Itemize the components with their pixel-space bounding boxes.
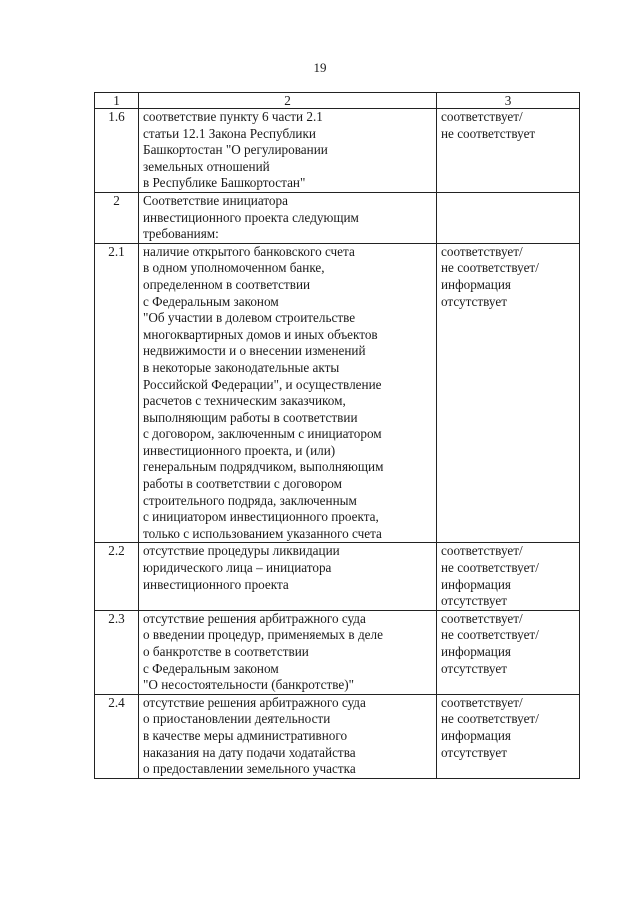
table-body <box>95 109 580 779</box>
description-line: многоквартирных домов и иных объектов <box>143 326 378 342</box>
requirement-description <box>139 109 437 193</box>
compliance-status <box>437 243 580 543</box>
status-line: информация <box>441 727 511 743</box>
description-line: "О несостоятельности (банкротстве)" <box>143 677 354 693</box>
table-row <box>95 694 580 778</box>
description-line: инвестиционного проекта, и (или) <box>143 442 336 458</box>
table-row <box>95 610 580 694</box>
description-line: отсутствие решения арбитражного суда <box>143 694 366 710</box>
description-line: только с использованием указанного счета <box>143 525 382 541</box>
row-number: 2.2 <box>95 543 139 610</box>
description-line: с инициатором инвестиционного проекта, <box>143 509 379 525</box>
description-line: Соответствие инициатора <box>143 192 288 208</box>
description-line: Российской Федерации", и осуществление <box>143 376 382 392</box>
compliance-status <box>437 694 580 778</box>
description-line: отсутствие процедуры ликвидации <box>143 543 340 559</box>
row-number: 2.4 <box>95 694 139 778</box>
description-line: в одном уполномоченном банке, <box>143 260 325 276</box>
table-row <box>95 243 580 543</box>
status-line: соответствует/ <box>441 243 523 259</box>
description-line: "Об участии в долевом строительстве <box>143 310 356 326</box>
status-line: информация <box>441 576 511 592</box>
description-line: выполняющим работы в соответствии <box>143 409 358 425</box>
status-line: соответствует/ <box>441 610 523 626</box>
status-line: информация <box>441 644 511 659</box>
description-line: соответствие пункту 6 части 2.1 <box>143 109 323 124</box>
description-line: определенном в соответствии <box>143 276 311 292</box>
description-line: инвестиционного проекта <box>143 576 289 592</box>
description-line: в некоторые законодательные акты <box>143 359 340 375</box>
compliance-status <box>437 109 580 193</box>
description-line: о приостановлении деятельности <box>143 711 331 727</box>
status-line: не соответствует <box>441 125 536 141</box>
status-line: отсутствует <box>441 744 507 760</box>
status-line: не соответствует/ <box>441 711 539 727</box>
compliance-status <box>437 192 580 243</box>
status-line: соответствует/ <box>441 694 523 710</box>
description-line: земельных отношений <box>143 158 270 174</box>
column-header-1: 1 <box>95 93 139 109</box>
status-line: отсутствует <box>441 293 507 309</box>
description-line: о предоставлении земельного участка <box>143 761 356 777</box>
column-header-3: 3 <box>437 93 580 109</box>
status-line: соответствует/ <box>441 543 523 559</box>
table-row <box>95 192 580 243</box>
description-line: юридического лица – инициатора <box>143 560 332 576</box>
description-line: наказания на дату подачи ходатайства <box>143 744 356 760</box>
status-line: не соответствует/ <box>441 627 539 643</box>
description-line: генеральным подрядчиком, выполняющим <box>143 459 384 475</box>
description-line: с договором, заключенным с инициатором <box>143 426 382 442</box>
requirement-description <box>139 243 437 543</box>
table-row <box>95 543 580 610</box>
requirement-description <box>139 192 437 243</box>
status-line: отсутствует <box>441 593 507 609</box>
description-line: инвестиционного проекта следующим <box>143 209 359 225</box>
description-line: недвижимости и о внесении изменений <box>143 343 366 359</box>
description-line: о введении процедур, применяемых в деле <box>143 627 383 643</box>
requirement-description <box>139 694 437 778</box>
row-number: 2 <box>95 192 139 243</box>
status-line: отсутствует <box>441 660 507 676</box>
requirements-table <box>94 92 580 779</box>
status-line: не соответствует/ <box>441 560 539 576</box>
description-line: о банкротстве в соответствии <box>143 644 309 659</box>
table-row <box>95 109 580 193</box>
description-line: работы в соответствии с договором <box>143 476 342 492</box>
status-line: информация <box>441 276 511 292</box>
description-line: Башкортостан "О регулировании <box>143 142 328 158</box>
description-line: строительного подряда, заключенным <box>143 492 357 508</box>
requirement-description <box>139 610 437 694</box>
description-line: в Республике Башкортостан" <box>143 175 306 191</box>
page-number: 19 <box>313 60 327 75</box>
compliance-status <box>437 610 580 694</box>
description-line: статьи 12.1 Закона Республики <box>143 125 316 141</box>
column-header-2: 2 <box>139 93 437 109</box>
requirement-description <box>139 543 437 610</box>
description-line: расчетов с техническим заказчиком, <box>143 393 346 409</box>
row-number: 2.1 <box>95 243 139 543</box>
row-number: 2.3 <box>95 610 139 694</box>
description-line: наличие открытого банковского счета <box>143 243 355 259</box>
compliance-status <box>437 543 580 610</box>
status-line: не соответствует/ <box>441 260 539 276</box>
row-number: 1.6 <box>95 109 139 193</box>
description-line: отсутствие решения арбитражного суда <box>143 610 366 626</box>
description-line: с Федеральным законом <box>143 293 279 309</box>
table-header-row <box>95 93 580 109</box>
description-line: требованиям: <box>143 226 219 242</box>
description-line: с Федеральным законом <box>143 660 279 676</box>
description-line: в качестве меры административного <box>143 727 348 743</box>
status-line: соответствует/ <box>441 109 523 124</box>
